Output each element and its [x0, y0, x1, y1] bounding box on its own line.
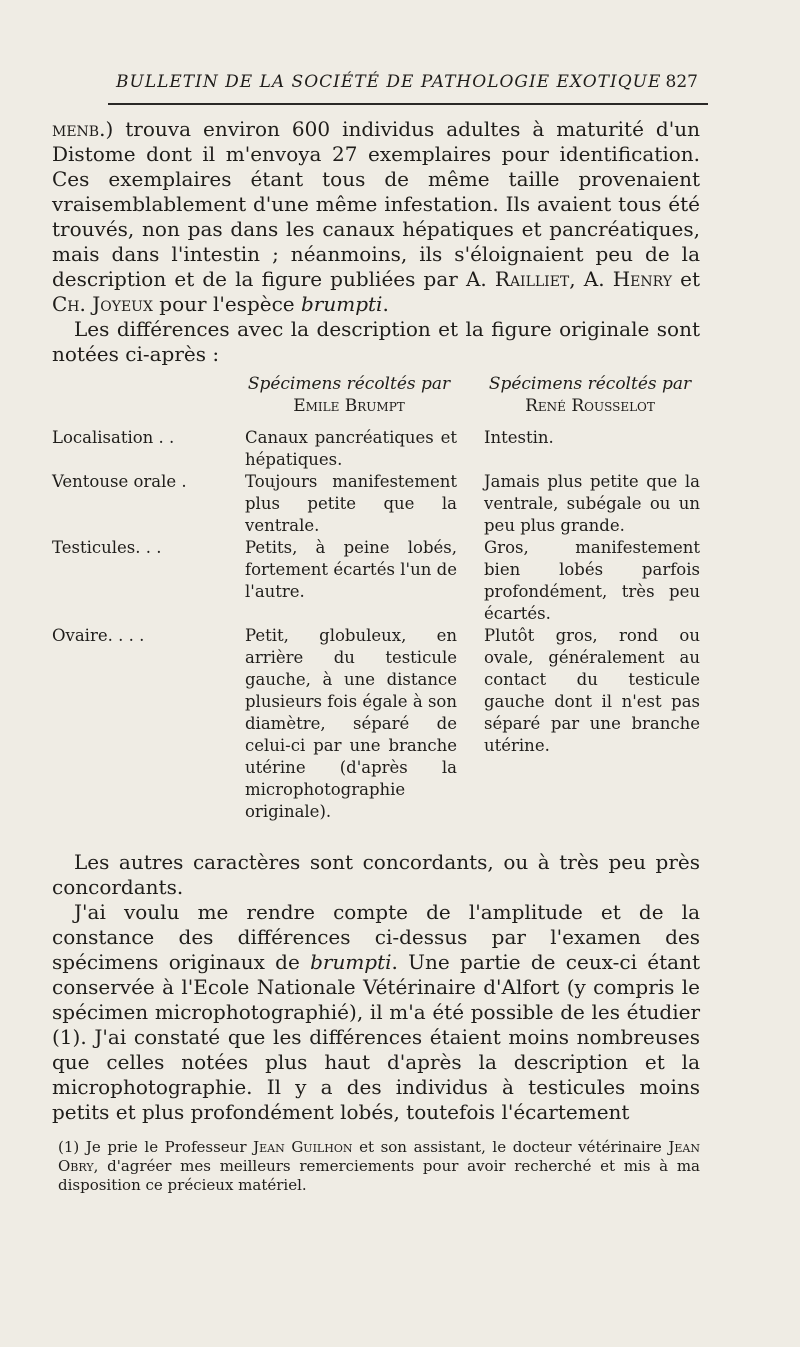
text-run: .: [382, 292, 389, 316]
running-title: BULLETIN DE LA SOCIÉTÉ DE PATHOLOGIE EXOTIQUE: [116, 72, 662, 92]
paragraph-differences: Les différences avec la description et la figure originale sont notées ci-après :: [52, 317, 700, 366]
species-name: brumpti: [310, 950, 392, 974]
text-run: , A.: [569, 267, 613, 291]
author-name: Henry: [612, 267, 672, 291]
row-label: Testicules. . .: [52, 538, 162, 557]
row-label: Ovaire. . . .: [52, 626, 145, 645]
text-run: ) trouva environ 600 individus adultes à maturité d'un Distome dont il m'envoya 27 exemplaires pour identification. Ces exemplaires étant tous de même taille provenaient vraisemblablement d'une même infestation. Ils avaient tous été trouvés, non pas dans les canaux hépatiques et pancréatiques, mais dans l'intestin ; néanmoins, ils s'éloignaient peu de la description et de la figure publiées par A.: [52, 117, 700, 291]
column-header-author: René Rousselot: [525, 396, 655, 416]
cell-brumpt: Petit, globuleux, en arrière du testicule gauche, à une distance plusieurs fois égale à son diamètre, séparé de celui-ci par une branche utérine (d'après la microphotographie originale).: [245, 626, 457, 821]
cell-rousselot: Intestin.: [484, 428, 554, 447]
person-name: Jean Guilhon: [253, 1138, 353, 1156]
cell-rousselot: Gros, manifestement bien lobés parfois profondément, très peu écartés.: [484, 538, 700, 623]
text-run: J'ai voulu me rendre compte de l'amplitude et de la constance des différences ci-dessus par l'examen des spécimens originaux de: [52, 900, 700, 974]
cell-brumpt: Petits, à peine lobés, fortement écartés l'un de l'autre.: [245, 538, 457, 601]
column-header-rousselot: [478, 373, 702, 417]
person-name: Jean Obry: [58, 1138, 700, 1175]
text-run: (1) Je prie le Professeur: [58, 1138, 254, 1156]
text-run: et son assistant, le docteur vétérinaire: [352, 1138, 669, 1156]
text-run: et: [671, 267, 700, 291]
paragraph-intro: [52, 117, 700, 317]
species-name: brumpti: [300, 292, 383, 316]
text-run: , d'agréer mes meilleurs remerciements pour avoir recherché et mis à ma disposition ce précieux matériel.: [58, 1157, 700, 1194]
row-label: Localisation . .: [52, 428, 175, 447]
cell-rousselot: Jamais plus petite que la ventrale, subégale ou un peu plus grande.: [484, 472, 700, 535]
paragraph-examination: [52, 900, 700, 1125]
footnote: [58, 1138, 700, 1195]
column-header-brumpt: [238, 373, 460, 417]
text-run: pour l'espèce: [152, 292, 301, 316]
column-header-title: Spécimens récoltés par: [247, 374, 451, 394]
row-label: Ventouse orale .: [52, 472, 187, 491]
column-header-title: Spécimens récoltés par: [488, 374, 692, 394]
cell-brumpt: Canaux pancréatiques et hépatiques.: [245, 428, 457, 469]
paragraph-concordance: Les autres caractères sont concordants, ou à très peu près concordants.: [52, 850, 700, 899]
author-fragment: menb.: [52, 117, 106, 141]
author-name: Railliet: [494, 267, 570, 291]
author-name: Ch. Joyeux: [52, 292, 153, 316]
column-header-author: Emile Brumpt: [293, 396, 405, 416]
page-number: 827: [665, 72, 698, 92]
header-rule: [108, 103, 708, 105]
text-run: . Une partie de ceux-ci étant conservée à l'Ecole Nationale Vétérinaire d'Alfort (y compris le spécimen microphotographié), il m'a été possible de les étudier (1). J'ai constaté que les différences étaient moins nombreuses que celles notées plus haut d'après la description et la microphotographie. Il y a des individus à testicules moins petits et plus profondément lobés, toutefois l'écartement: [52, 950, 700, 1124]
cell-brumpt: Toujours manifestement plus petite que la ventrale.: [245, 472, 457, 535]
running-header: [108, 72, 708, 102]
cell-rousselot: Plutôt gros, rond ou ovale, généralement au contact du testicule gauche dont il n'est pas séparé par une branche utérine.: [484, 626, 700, 755]
